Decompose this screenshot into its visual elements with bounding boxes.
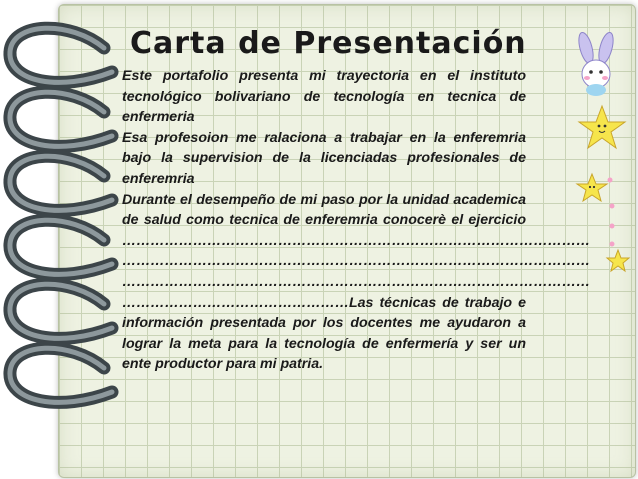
ring bbox=[10, 348, 112, 402]
dotted-lead: ………………………………………… bbox=[122, 294, 349, 311]
dotted-line: ……………………………………………………………………………………… bbox=[122, 273, 591, 290]
ring bbox=[10, 28, 112, 82]
star-sticker-icon bbox=[577, 174, 607, 201]
bunny-sticker-icon bbox=[576, 31, 616, 96]
ring bbox=[10, 284, 112, 338]
star-sticker-icon bbox=[579, 106, 625, 148]
ring bbox=[10, 92, 112, 146]
heart-sticker-icon bbox=[608, 178, 615, 247]
paragraph-portfolio: Este portafolio presenta mi trayectoria en el instituto tecnológico bolivariano de tecnología en tecnica de enfermeria bbox=[122, 68, 526, 126]
paragraph-profession: Esa profesoion me ralaciona a trabajar en la enferemria bajo la supervision de la licenciadas profesionales de enferemria bbox=[122, 129, 526, 187]
star-sticker-icon bbox=[607, 250, 629, 271]
ring bbox=[10, 220, 112, 274]
ring bbox=[10, 156, 112, 210]
dotted-line: ……………………………………………………………………………………… bbox=[122, 253, 591, 270]
paragraph-techniques-text: Las técnicas de trabajo e información presentada por los docentes me ayudaron a lograr la meta para la tecnología de enfermería y ser un ente productor para mi patria. bbox=[122, 294, 526, 373]
paragraph-techniques bbox=[122, 293, 526, 375]
letter-body bbox=[122, 66, 591, 375]
sticker-decorations bbox=[562, 30, 632, 280]
page-title: Carta de Presentación bbox=[130, 26, 527, 61]
spiral-binding-rings bbox=[0, 0, 140, 479]
dotted-line: ……………………………………………………………………………………… bbox=[122, 232, 591, 249]
paragraph-performance: Durante el desempeño de mi paso por la unidad academica de salud como tecnica de enferemria conocerè el ejercicio bbox=[122, 191, 526, 229]
